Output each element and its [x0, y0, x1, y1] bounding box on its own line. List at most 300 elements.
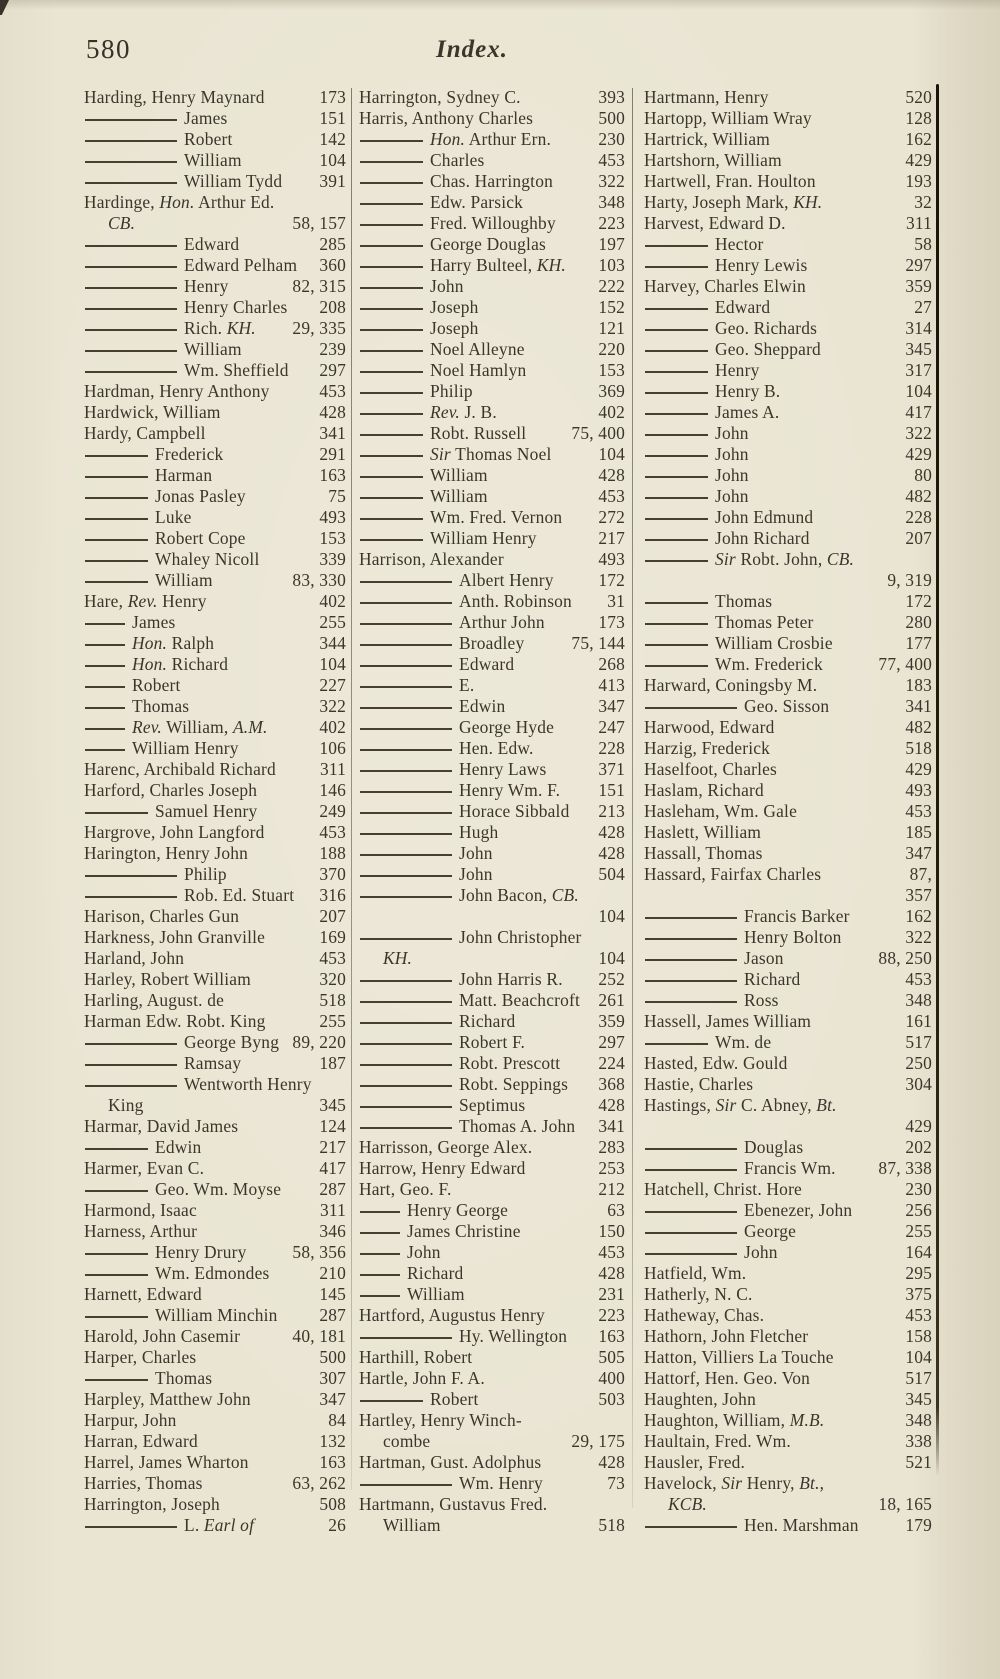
index-entry — [84, 549, 346, 570]
entry-page-ref: 429 — [905, 444, 932, 464]
index-entry — [84, 87, 346, 108]
entry-page-ref: 297 — [319, 360, 346, 380]
index-entry — [359, 1326, 625, 1347]
ditto-dash — [360, 392, 423, 394]
entry-name: Harness, Arthur — [84, 1221, 198, 1241]
entry-name: Edward — [459, 654, 515, 674]
entry-name: KH. — [383, 948, 413, 968]
entry-name: Rich. KH. — [184, 318, 256, 338]
entry-name: Rev. William, A.M. — [132, 717, 268, 737]
entry-page-ref: 63, 262 — [292, 1473, 346, 1493]
entry-name: Hastings, Sir C. Abney, Bt. — [644, 1095, 837, 1115]
entry-page-ref: 393 — [598, 87, 625, 107]
ditto-dash — [360, 1253, 400, 1255]
entry-name: Edward — [184, 234, 240, 254]
entry-name: William — [430, 465, 488, 485]
entry-name: William — [155, 570, 213, 590]
entry-page-ref: 153 — [319, 528, 346, 548]
index-entry — [359, 885, 625, 906]
index-entry — [644, 633, 932, 654]
entry-page-ref: 163 — [319, 1452, 346, 1472]
entry-page-ref: 9, 319 — [887, 570, 932, 590]
entry-page-ref: 453 — [598, 1242, 625, 1262]
index-entry — [84, 1389, 346, 1410]
index-entry — [359, 969, 625, 990]
ditto-dash — [360, 875, 452, 877]
index-entry — [644, 990, 932, 1011]
entry-page-ref: 359 — [905, 276, 932, 296]
index-entry — [644, 654, 932, 675]
entry-name: Harley, Robert William — [84, 969, 251, 989]
entry-name: John Christopher — [459, 927, 582, 947]
ditto-dash — [360, 833, 452, 835]
index-entry — [644, 1494, 932, 1515]
index-entry — [84, 738, 346, 759]
index-entry — [359, 1368, 625, 1389]
entry-page-ref: 316 — [319, 885, 346, 905]
index-entry — [644, 1473, 932, 1494]
entry-page-ref: 428 — [598, 1263, 625, 1283]
entry-name: William — [383, 1515, 441, 1535]
entry-name: Rob. Ed. Stuart — [184, 885, 295, 905]
ditto-dash — [645, 308, 708, 310]
entry-page-ref: 482 — [905, 717, 932, 737]
entry-name: Harthill, Robert — [359, 1347, 473, 1367]
ditto-dash — [645, 413, 708, 415]
entry-page-ref: 75, 144 — [571, 633, 625, 653]
index-entry — [84, 360, 346, 381]
index-entry — [359, 591, 625, 612]
entry-page-ref: 164 — [905, 1242, 932, 1262]
entry-page-ref: 58, 157 — [292, 213, 346, 233]
entry-name: Harty, Joseph Mark, KH. — [644, 192, 823, 212]
ditto-dash — [360, 980, 452, 982]
index-entry — [84, 843, 346, 864]
ditto-dash — [360, 308, 423, 310]
ditto-dash — [360, 1085, 452, 1087]
entry-page-ref: 268 — [598, 654, 625, 674]
entry-page-ref: 500 — [598, 108, 625, 128]
entry-name: Douglas — [744, 1137, 804, 1157]
entry-page-ref: 287 — [319, 1305, 346, 1325]
index-entry — [84, 528, 346, 549]
entry-name: John — [459, 864, 493, 884]
entry-name: Hartwell, Fran. Houlton — [644, 171, 816, 191]
entry-page-ref: 322 — [905, 927, 932, 947]
index-entry — [84, 591, 346, 612]
ditto-dash — [645, 518, 708, 520]
entry-name: Harrel, James Wharton — [84, 1452, 249, 1472]
index-entry — [644, 843, 932, 864]
index-entry — [644, 234, 932, 255]
index-entry — [84, 1515, 346, 1536]
index-entry — [644, 1221, 932, 1242]
entry-name: Albert Henry — [459, 570, 554, 590]
entry-name: Henry — [184, 276, 229, 296]
entry-name: Haultain, Fred. Wm. — [644, 1431, 791, 1451]
index-entry — [84, 381, 346, 402]
ditto-dash — [360, 245, 423, 247]
ditto-dash — [645, 980, 737, 982]
ditto-dash — [645, 644, 708, 646]
index-entry — [359, 696, 625, 717]
entry-page-ref: 429 — [905, 150, 932, 170]
index-entry — [359, 1515, 625, 1536]
index-entry — [359, 129, 625, 150]
entry-name: Richard — [459, 1011, 516, 1031]
entry-page-ref: 417 — [319, 1158, 346, 1178]
entry-name: John Edmund — [715, 507, 814, 527]
index-entry — [84, 1137, 346, 1158]
index-entry — [644, 675, 932, 696]
entry-page-ref: 151 — [319, 108, 346, 128]
index-entry — [84, 1116, 346, 1137]
entry-name: Edw. Parsick — [430, 192, 524, 212]
ditto-dash — [360, 581, 452, 583]
ditto-dash — [360, 644, 452, 646]
index-entry — [359, 171, 625, 192]
ditto-dash — [645, 329, 708, 331]
index-entry — [644, 1284, 932, 1305]
entry-page-ref: 152 — [598, 297, 625, 317]
entry-name: Hardman, Henry Anthony — [84, 381, 270, 401]
index-entry — [84, 1200, 346, 1221]
index-entry — [84, 633, 346, 654]
entry-name: Hartmann, Gustavus Fred. — [359, 1494, 548, 1514]
entry-page-ref: 428 — [598, 822, 625, 842]
entry-name: Charles — [430, 150, 485, 170]
entry-name: Wm. Fred. Vernon — [430, 507, 563, 527]
index-entry — [644, 570, 932, 591]
entry-name: Philip — [184, 864, 227, 884]
entry-page-ref: 87, — [909, 864, 932, 884]
ditto-dash — [360, 896, 452, 898]
entry-page-ref: 58, 356 — [292, 1242, 346, 1262]
entry-page-ref: 348 — [905, 1410, 932, 1430]
ditto-dash — [360, 1106, 452, 1108]
index-entry — [359, 1473, 625, 1494]
ditto-dash — [645, 665, 708, 667]
entry-name: Jason — [744, 948, 784, 968]
index-entry — [644, 213, 932, 234]
index-entry — [644, 1074, 932, 1095]
index-entry — [84, 927, 346, 948]
index-entry — [84, 759, 346, 780]
entry-page-ref: 146 — [319, 780, 346, 800]
entry-page-ref: 272 — [598, 507, 625, 527]
entry-page-ref: 230 — [598, 129, 625, 149]
entry-page-ref: 104 — [598, 444, 625, 464]
index-entry — [644, 549, 932, 570]
ditto-dash — [85, 1043, 177, 1045]
entry-name: Haslam, Richard — [644, 780, 764, 800]
column-rule-right — [632, 88, 633, 1508]
entry-page-ref: 58 — [914, 234, 932, 254]
entry-page-ref: 217 — [319, 1137, 346, 1157]
index-entry — [84, 402, 346, 423]
entry-page-ref: 223 — [598, 1305, 625, 1325]
ditto-dash — [360, 770, 452, 772]
ditto-dash — [645, 455, 708, 457]
ditto-dash — [85, 1316, 148, 1318]
entry-page-ref: 428 — [598, 843, 625, 863]
entry-page-ref: 370 — [319, 864, 346, 884]
entry-page-ref: 172 — [598, 570, 625, 590]
index-entry — [84, 906, 346, 927]
entry-name: Henry Charles — [184, 297, 288, 317]
entry-name: Henry Lewis — [715, 255, 808, 275]
entry-name: Anth. Robinson — [459, 591, 572, 611]
index-entry — [359, 864, 625, 885]
entry-name: Hartopp, William Wray — [644, 108, 812, 128]
ditto-dash — [360, 854, 452, 856]
entry-page-ref: 29, 335 — [292, 318, 346, 338]
ditto-dash — [85, 644, 125, 646]
ditto-dash — [645, 1211, 737, 1213]
entry-name: Hon. Ralph — [132, 633, 215, 653]
entry-name: Henry — [715, 360, 760, 380]
index-entry — [359, 1410, 625, 1431]
index-entry — [84, 1368, 346, 1389]
entry-page-ref: 207 — [905, 528, 932, 548]
index-entry — [84, 822, 346, 843]
entry-name: KCB. — [668, 1494, 707, 1514]
index-entry — [359, 108, 625, 129]
entry-name: Harding, Henry Maynard — [84, 87, 265, 107]
ditto-dash — [85, 623, 125, 625]
entry-name: Hatchell, Christ. Hore — [644, 1179, 802, 1199]
entry-name: Haslett, William — [644, 822, 762, 842]
entry-name: Hassell, James William — [644, 1011, 812, 1031]
index-entry — [359, 1032, 625, 1053]
index-entry — [359, 990, 625, 1011]
entry-page-ref: 347 — [905, 843, 932, 863]
entry-page-ref: 103 — [598, 255, 625, 275]
index-entry — [84, 444, 346, 465]
index-entry — [359, 1263, 625, 1284]
ditto-dash — [360, 140, 423, 142]
entry-page-ref: 161 — [905, 1011, 932, 1031]
index-entry — [359, 276, 625, 297]
ditto-dash — [360, 1295, 400, 1297]
ditto-dash — [85, 1274, 148, 1276]
ditto-dash — [360, 1337, 452, 1339]
entry-page-ref: 346 — [319, 1221, 346, 1241]
index-entry — [84, 465, 346, 486]
entry-page-ref: 261 — [598, 990, 625, 1010]
entry-name: Ross — [744, 990, 779, 1010]
entry-page-ref: 75 — [328, 486, 346, 506]
index-entry — [644, 1347, 932, 1368]
entry-name: L. Earl of — [184, 1515, 255, 1535]
entry-name: Hartmann, Henry — [644, 87, 769, 107]
entry-page-ref: 255 — [319, 1011, 346, 1031]
index-entry — [644, 150, 932, 171]
index-entry — [644, 759, 932, 780]
entry-page-ref: 88, 250 — [878, 948, 932, 968]
ditto-dash — [360, 812, 452, 814]
entry-name: Noel Alleyne — [430, 339, 525, 359]
entry-page-ref: 145 — [319, 1284, 346, 1304]
entry-name: Hector — [715, 234, 764, 254]
entry-page-ref: 87, 338 — [878, 1158, 932, 1178]
entry-name: William Minchin — [155, 1305, 278, 1325]
entry-page-ref: 104 — [319, 150, 346, 170]
entry-page-ref: 220 — [598, 339, 625, 359]
entry-name: Haughten, John — [644, 1389, 756, 1409]
index-entry — [644, 129, 932, 150]
entry-page-ref: 453 — [905, 969, 932, 989]
index-entry — [644, 528, 932, 549]
entry-name: John Harris R. — [459, 969, 563, 989]
index-entry — [84, 1473, 346, 1494]
entry-page-ref: 347 — [598, 696, 625, 716]
entry-name: Edward — [715, 297, 771, 317]
entry-page-ref: 212 — [598, 1179, 625, 1199]
index-entry — [84, 1053, 346, 1074]
entry-page-ref: 311 — [319, 1200, 346, 1220]
entry-page-ref: 453 — [598, 150, 625, 170]
entry-page-ref: 345 — [905, 1389, 932, 1409]
entry-page-ref: 31 — [607, 591, 625, 611]
index-entry — [359, 1347, 625, 1368]
entry-name: Hatheway, Chas. — [644, 1305, 765, 1325]
ditto-dash — [85, 686, 125, 688]
entry-name: Harrisson, George Alex. — [359, 1137, 533, 1157]
index-entry — [84, 654, 346, 675]
entry-page-ref: 224 — [598, 1053, 625, 1073]
ditto-dash — [85, 1526, 177, 1528]
entry-name: Harzig, Frederick — [644, 738, 771, 758]
entry-page-ref: 402 — [598, 402, 625, 422]
entry-page-ref: 348 — [905, 990, 932, 1010]
entry-name: CB. — [108, 213, 136, 233]
entry-name: Hathorn, John Fletcher — [644, 1326, 809, 1346]
ditto-dash — [85, 119, 177, 121]
entry-page-ref: 227 — [319, 675, 346, 695]
entry-page-ref: 314 — [905, 318, 932, 338]
entry-page-ref: 40, 181 — [292, 1326, 346, 1346]
index-entry — [359, 1137, 625, 1158]
entry-name: John — [715, 486, 749, 506]
entry-page-ref: 453 — [598, 486, 625, 506]
ditto-dash — [645, 1148, 737, 1150]
index-entry — [84, 339, 346, 360]
ditto-dash — [645, 245, 708, 247]
entry-name: George — [744, 1221, 797, 1241]
ditto-dash — [645, 1526, 737, 1528]
entry-page-ref: 345 — [319, 1095, 346, 1115]
entry-page-ref: 518 — [598, 1515, 625, 1535]
index-entry — [359, 1221, 625, 1242]
index-entry — [644, 1200, 932, 1221]
entry-name: Harmer, Evan C. — [84, 1158, 205, 1178]
index-entry — [359, 738, 625, 759]
ditto-dash — [360, 1211, 400, 1213]
ditto-dash — [85, 875, 177, 877]
entry-name: John — [430, 276, 464, 296]
index-entry — [359, 1305, 625, 1326]
ditto-dash — [85, 539, 148, 541]
ditto-dash — [360, 1064, 452, 1066]
entry-page-ref: 163 — [598, 1326, 625, 1346]
ditto-dash — [85, 1085, 177, 1087]
entry-page-ref: 417 — [905, 402, 932, 422]
entry-name: Chas. Harrington — [430, 171, 553, 191]
entry-name: John — [744, 1242, 778, 1262]
entry-page-ref: 250 — [905, 1053, 932, 1073]
entry-name: Haughton, William, M.B. — [644, 1410, 825, 1430]
entry-name: Hasted, Edw. Gould — [644, 1053, 788, 1073]
entry-page-ref: 104 — [598, 948, 625, 968]
index-entry — [644, 297, 932, 318]
ditto-dash — [85, 140, 177, 142]
entry-page-ref: 142 — [319, 129, 346, 149]
entry-page-ref: 173 — [319, 87, 346, 107]
entry-page-ref: 84 — [328, 1410, 346, 1430]
entry-name: Robert Cope — [155, 528, 246, 548]
ditto-dash — [85, 1190, 148, 1192]
ditto-dash — [360, 1232, 400, 1234]
entry-name: John Bacon, CB. — [459, 885, 579, 905]
ditto-dash — [360, 1127, 452, 1129]
entry-page-ref: 453 — [319, 822, 346, 842]
ditto-dash — [645, 707, 737, 709]
index-entry — [359, 654, 625, 675]
entry-page-ref: 169 — [319, 927, 346, 947]
entry-name: William Tydd — [184, 171, 283, 191]
index-entry — [359, 843, 625, 864]
index-entry — [84, 1221, 346, 1242]
entry-page-ref: 193 — [905, 171, 932, 191]
entry-page-ref: 173 — [598, 612, 625, 632]
entry-page-ref: 359 — [598, 1011, 625, 1031]
index-entry — [644, 276, 932, 297]
entry-name: Harenc, Archibald Richard — [84, 759, 276, 779]
entry-name: James — [184, 108, 228, 128]
entry-page-ref: 228 — [598, 738, 625, 758]
entry-page-ref: 151 — [598, 780, 625, 800]
ditto-dash — [360, 350, 423, 352]
entry-page-ref: 104 — [905, 1347, 932, 1367]
entry-name: Harmond, Isaac — [84, 1200, 197, 1220]
entry-name: Harling, August. de — [84, 990, 225, 1010]
entry-name: Hon. Arthur Ern. — [430, 129, 552, 149]
page-number: 580 — [86, 34, 131, 64]
page-corner-mark — [0, 0, 9, 15]
entry-name: Robert — [430, 1389, 479, 1409]
entry-name: Hasleham, Wm. Gale — [644, 801, 797, 821]
ditto-dash — [645, 497, 708, 499]
entry-page-ref: 400 — [598, 1368, 625, 1388]
entry-page-ref: 391 — [319, 171, 346, 191]
index-entry — [359, 1284, 625, 1305]
entry-name: George Douglas — [430, 234, 546, 254]
entry-page-ref: 253 — [598, 1158, 625, 1178]
entry-page-ref: 222 — [598, 276, 625, 296]
entry-name: William — [430, 486, 488, 506]
entry-name: Hatherly, N. C. — [644, 1284, 753, 1304]
index-entry — [359, 1095, 625, 1116]
entry-name: Philip — [430, 381, 473, 401]
index-entry — [644, 906, 932, 927]
index-entry — [644, 360, 932, 381]
index-entry — [359, 507, 625, 528]
entry-page-ref: 210 — [319, 1263, 346, 1283]
index-entry — [359, 486, 625, 507]
index-entry — [84, 1095, 346, 1116]
entry-name: Henry Drury — [155, 1242, 247, 1262]
